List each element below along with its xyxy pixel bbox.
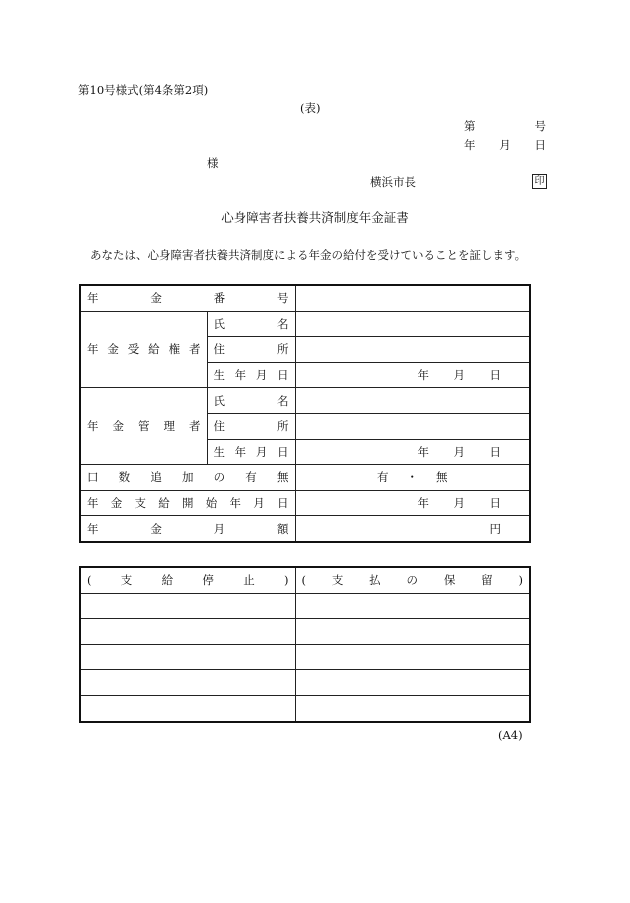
col-header-withhold: ( 支 払 の 保 留 )	[295, 567, 530, 593]
manager-group-label: 年 金 管 理 者	[80, 388, 207, 465]
value-cell	[295, 285, 530, 311]
value-cell	[295, 311, 530, 337]
table-row	[80, 644, 530, 670]
statement-text: あなたは、心身障害者扶養共済制度による年金の給付を受けていることを証します。	[90, 248, 527, 262]
form-number: 第10号様式(第4条第2項)	[78, 83, 209, 97]
label-day: 日	[534, 138, 546, 152]
recipient-group-label: 年 金 受 給 権 者	[80, 311, 207, 388]
address-label: 住 所	[207, 413, 295, 439]
date-cell: 年 月 日	[295, 439, 530, 465]
label-go: 号	[534, 119, 546, 133]
issue-date-line	[464, 138, 546, 152]
birthdate-label: 生 年 月 日	[207, 362, 295, 388]
date-cell: 年 月 日	[295, 490, 530, 516]
paper-size-label: (A4)	[498, 728, 523, 742]
date-cell: 年 月 日	[295, 362, 530, 388]
units-added-label: 口 数 追 加 の 有 無	[80, 465, 295, 491]
col-header-suspension: ( 支 給 停 止 )	[80, 567, 295, 593]
monthly-amount-label: 年 金 月 額	[80, 516, 295, 542]
pension-info-table	[79, 284, 531, 543]
address-label: 住 所	[207, 337, 295, 363]
row-recipient-name	[80, 311, 530, 337]
no-option: 無	[436, 470, 448, 485]
name-label: 氏 名	[207, 311, 295, 337]
label-cell: 年 金 番 号	[80, 285, 295, 311]
suspension-header-row	[80, 567, 530, 593]
table-row	[80, 695, 530, 721]
start-date-label: 年 金 支 給 開 始 年 月 日	[80, 490, 295, 516]
label-year: 年	[464, 138, 476, 152]
table-row	[80, 593, 530, 619]
side-label: (表)	[300, 101, 321, 115]
certificate-number-line	[464, 119, 546, 133]
value-cell	[295, 337, 530, 363]
table-row	[80, 619, 530, 645]
label-dai: 第	[464, 119, 476, 133]
table-row	[80, 670, 530, 696]
addressee-suffix: 様	[207, 156, 219, 170]
separator-dot: ・	[406, 470, 418, 485]
seal-box: 印	[532, 174, 547, 189]
row-manager-name	[80, 388, 530, 414]
value-cell	[295, 413, 530, 439]
row-start-date	[80, 490, 530, 516]
suspension-table	[79, 566, 531, 723]
row-pension-number	[80, 285, 530, 311]
row-monthly-amount	[80, 516, 530, 542]
yen-unit: 円	[489, 521, 501, 536]
value-cell	[295, 388, 530, 414]
document-title: 心身障害者扶養共済制度年金証書	[221, 210, 409, 225]
birthdate-label: 生 年 月 日	[207, 439, 295, 465]
amount-cell	[295, 516, 530, 542]
label-month: 月	[499, 138, 511, 152]
issuer-name: 横浜市長	[370, 175, 416, 189]
row-units-added	[80, 465, 530, 491]
yes-no-cell	[295, 465, 530, 491]
name-label: 氏 名	[207, 388, 295, 414]
yes-option: 有	[377, 470, 389, 485]
